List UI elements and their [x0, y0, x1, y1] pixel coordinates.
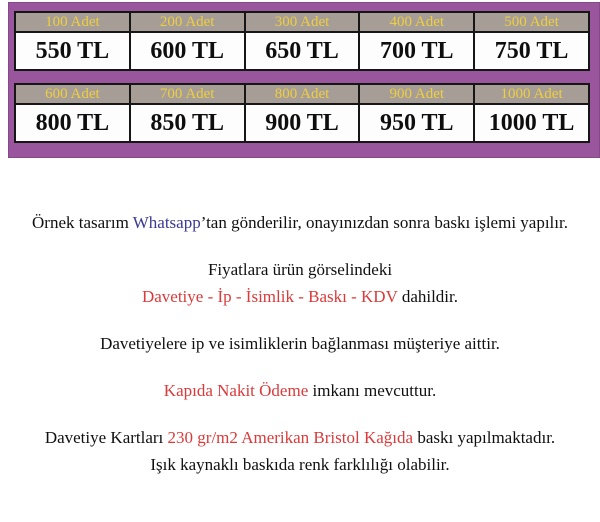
note-paper [0, 424, 600, 478]
price-cell: 600 TL [130, 32, 245, 70]
quantity-header-row [15, 12, 589, 32]
price-cell: 950 TL [359, 104, 474, 142]
qty-cell: 700 Adet [130, 84, 245, 104]
price-table-group-2 [14, 83, 590, 143]
price-cell: 650 TL [245, 32, 360, 70]
product-notes [0, 158, 600, 478]
price-row [15, 104, 589, 142]
whatsapp-link[interactable]: Whatsapp [132, 213, 201, 232]
price-cell: 850 TL [130, 104, 245, 142]
note-payment [0, 377, 600, 404]
qty-cell: 900 Adet [359, 84, 474, 104]
qty-cell: 200 Adet [130, 12, 245, 32]
qty-cell: 300 Adet [245, 12, 360, 32]
note-color-difference: Işık kaynaklı baskıda renk farklılığı olabilir. [150, 455, 450, 474]
price-row [15, 32, 589, 70]
qty-cell: 1000 Adet [474, 84, 589, 104]
qty-cell: 400 Adet [359, 12, 474, 32]
qty-cell: 500 Adet [474, 12, 589, 32]
note-included [0, 256, 600, 310]
qty-cell: 600 Adet [15, 84, 130, 104]
qty-cell: 100 Adet [15, 12, 130, 32]
price-cell: 700 TL [359, 32, 474, 70]
note-included-items: Davetiye - İp - İsimlik - Baskı - KDV [141, 287, 398, 306]
note-paper-prefix: Davetiye Kartları [44, 428, 168, 447]
note-approval [0, 209, 600, 236]
price-cell: 750 TL [474, 32, 589, 70]
note-payment-highlight: Kapıda Nakit Ödeme [163, 381, 309, 400]
price-cell: 1000 TL [474, 104, 589, 142]
pricing-panel [8, 2, 600, 158]
note-payment-suffix: imkanı mevcuttur. [308, 381, 437, 400]
note-included-line1: Fiyatlara ürün görselindeki [207, 260, 393, 279]
note-paper-highlight: 230 gr/m2 Amerikan Bristol Kağıda [167, 428, 414, 447]
note-attachment-text: Davetiyelere ip ve isimliklerin bağlanması müşteriye aittir. [100, 334, 500, 353]
price-cell: 900 TL [245, 104, 360, 142]
qty-cell: 800 Adet [245, 84, 360, 104]
price-cell: 550 TL [15, 32, 130, 70]
note-approval-text: Örnek tasarım [32, 213, 133, 232]
price-table-group-1 [14, 11, 590, 71]
note-paper-suffix: baskı yapılmaktadır. [413, 428, 556, 447]
note-included-suffix: dahildir. [397, 287, 459, 306]
note-approval-text: ’tan gönderilir, onayınızdan sonra baskı işlemi yapılır. [200, 213, 568, 232]
note-attachment [0, 330, 600, 357]
quantity-header-row [15, 84, 589, 104]
price-cell: 800 TL [15, 104, 130, 142]
